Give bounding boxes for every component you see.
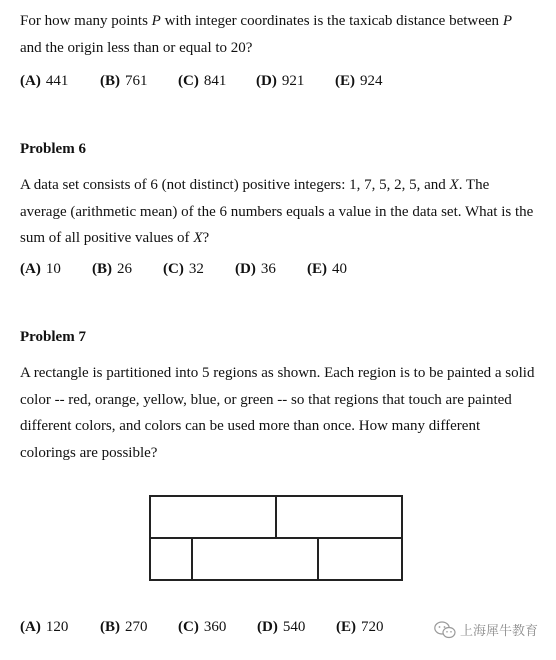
choice-a[interactable]: (A) 120: [20, 619, 69, 635]
problem7-heading: Problem 7: [20, 329, 86, 345]
problem6-choices: [20, 261, 347, 278]
rectangle-partition-figure: [149, 495, 405, 583]
choice-d[interactable]: (D) 36: [235, 261, 276, 277]
problem5-choices: [20, 73, 383, 90]
choice-c[interactable]: (C) 841: [178, 73, 227, 89]
problem6-text: A data set consists of 6 (not distinct) positive integers: 1, 7, 5, 2, 5, and X. The average (arithmetic mean) of the 6 numbers equals a value in the data set. What is the sum of all positive values of X?: [20, 177, 534, 246]
watermark: [434, 620, 538, 639]
choice-b[interactable]: (B) 270: [100, 619, 148, 635]
choice-e[interactable]: (E) 40: [307, 261, 347, 277]
problem7-choices: [20, 619, 384, 636]
choice-a[interactable]: (A) 441: [20, 73, 69, 89]
choice-a[interactable]: (A) 10: [20, 261, 61, 277]
problem6-heading: Problem 6: [20, 141, 86, 157]
choice-b[interactable]: (B) 26: [92, 261, 132, 277]
choice-d[interactable]: (D) 921: [256, 73, 305, 89]
choice-c[interactable]: (C) 360: [178, 619, 227, 635]
watermark-text: 上海犀牛教育: [459, 623, 538, 638]
choice-e[interactable]: (E) 924: [335, 73, 383, 89]
problem7-text: A rectangle is partitioned into 5 regions as shown. Each region is to be painted a solid color -- red, orange, yellow, blue, or green -- so that regions that touch are painted different colors, and colors can be used more than once. How many different colorings are possible?: [20, 365, 535, 461]
choice-e[interactable]: (E) 720: [336, 619, 384, 635]
wechat-icon: [434, 621, 456, 639]
choice-b[interactable]: (B) 761: [100, 73, 148, 89]
choice-c[interactable]: (C) 32: [163, 261, 204, 277]
choice-d[interactable]: (D) 540: [257, 619, 306, 635]
problem5-text: For how many points P with integer coordinates is the taxicab distance between P and the origin less than or equal to 20?: [20, 13, 512, 56]
